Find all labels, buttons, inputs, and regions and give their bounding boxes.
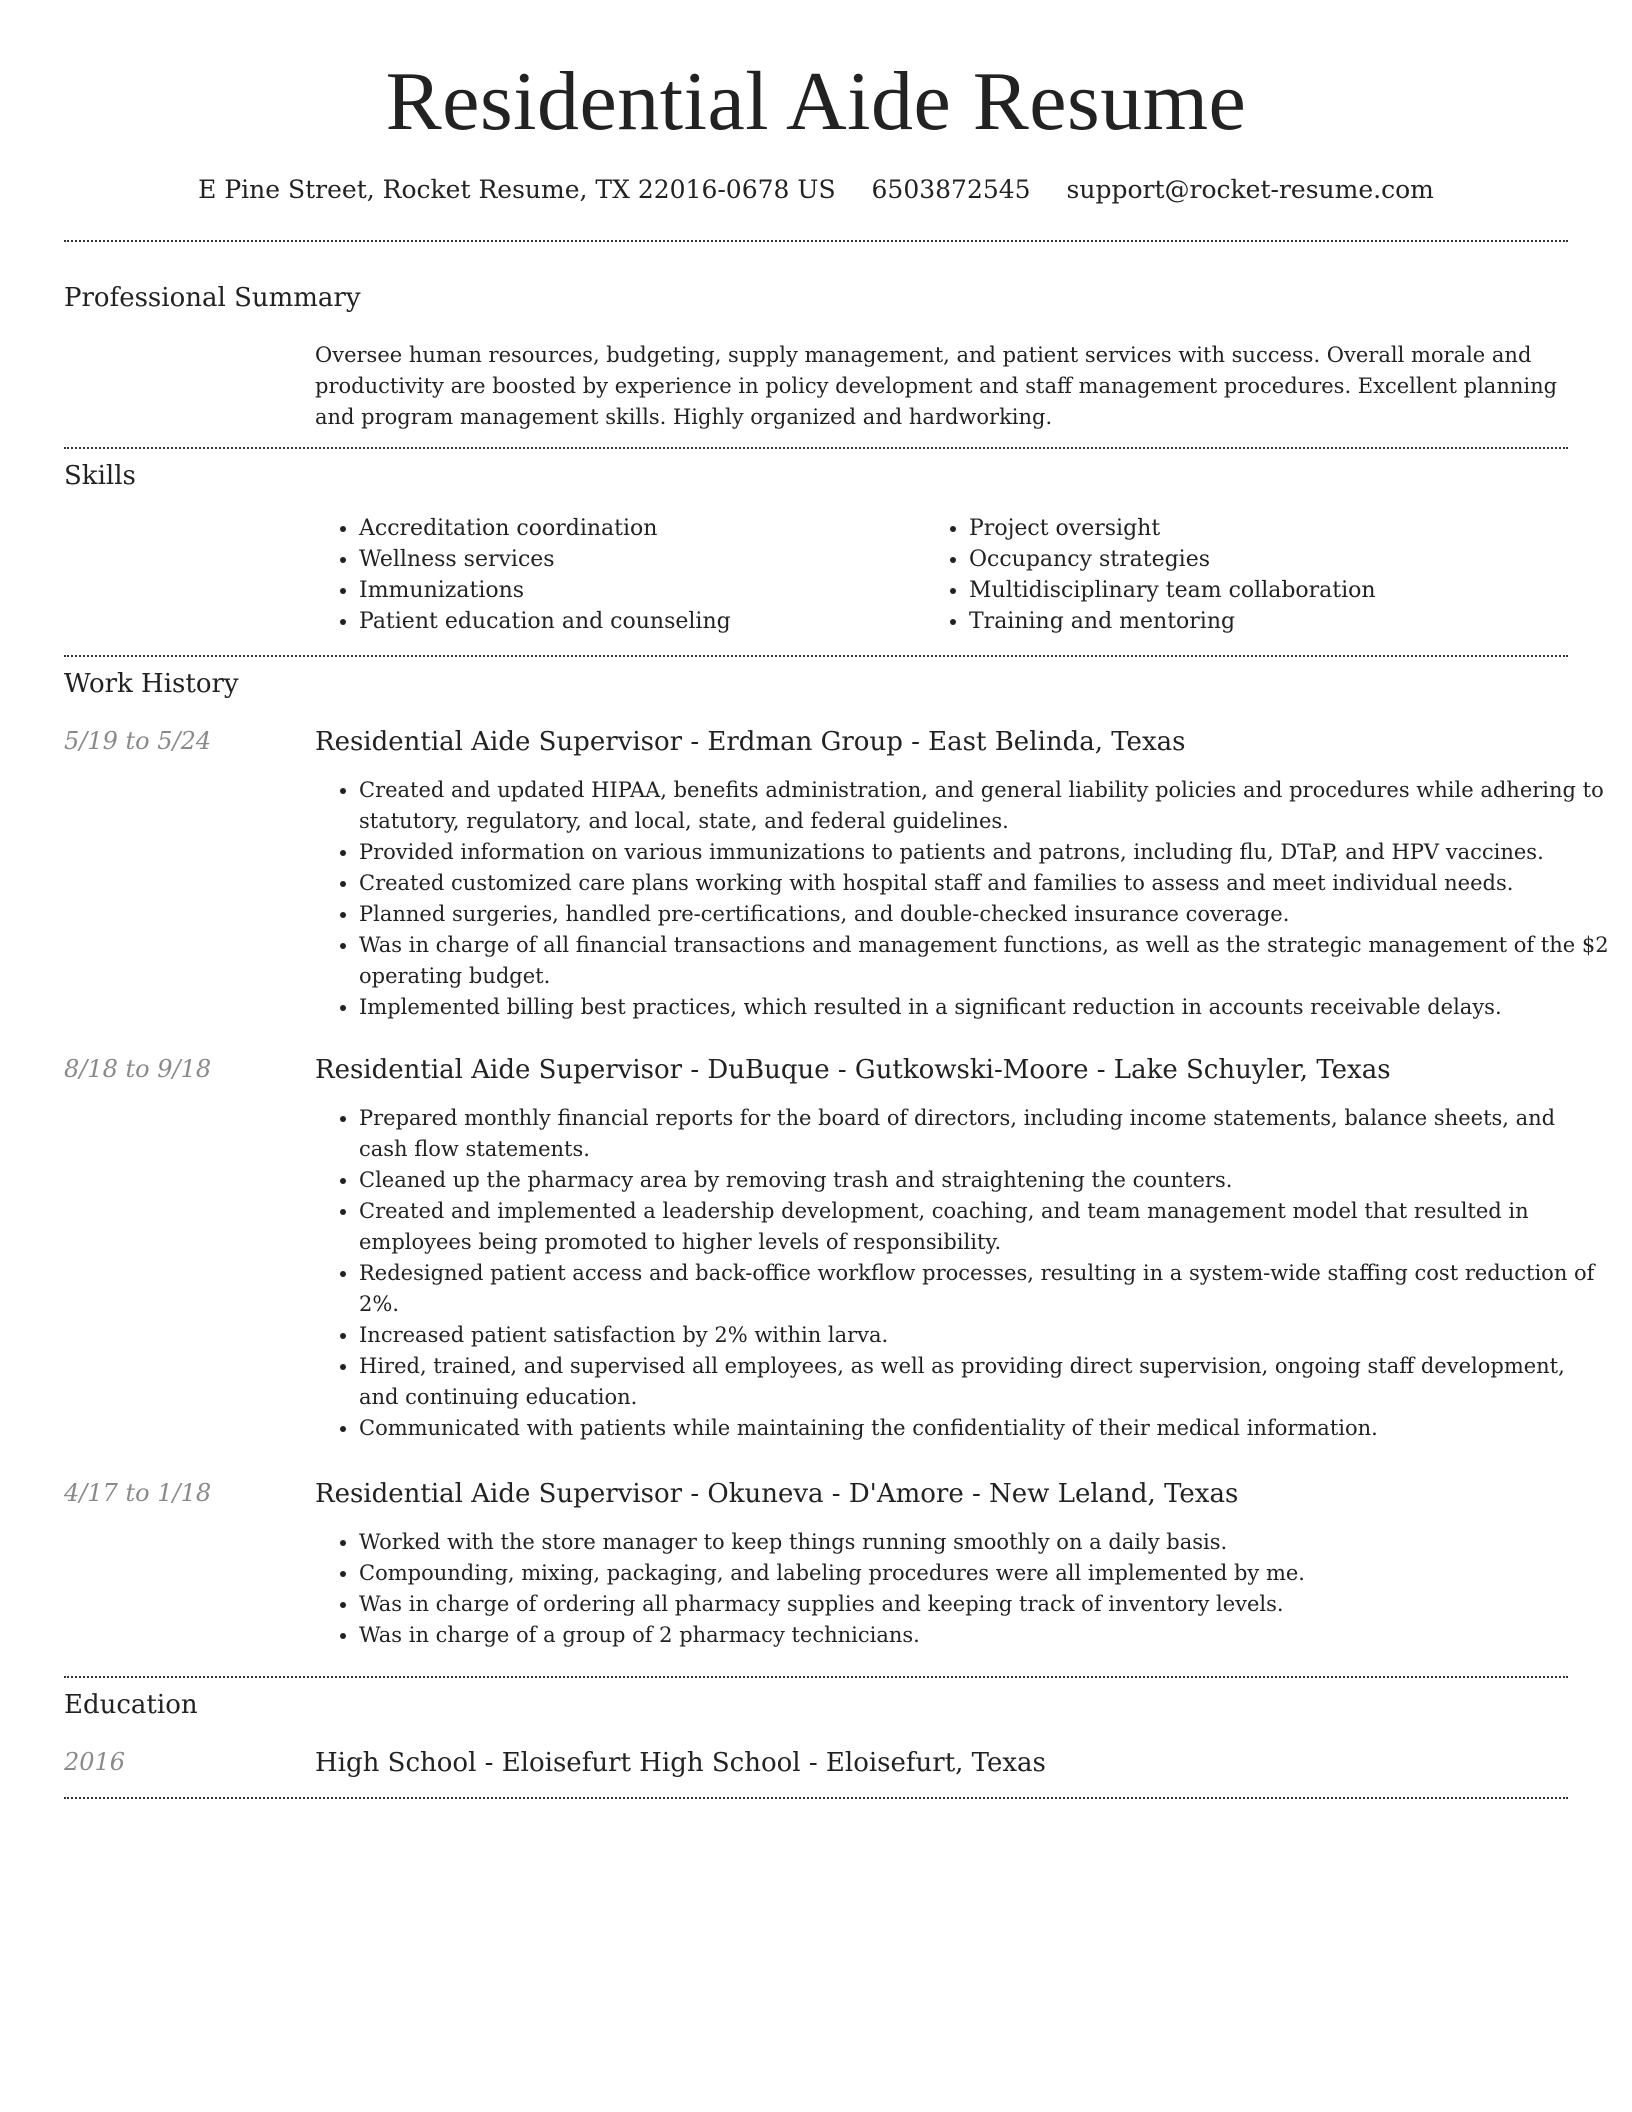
skill-item: • Wellness services [359, 544, 731, 575]
job-title: Residential Aide Supervisor - Okuneva - D'Amore - New Leland, Texas [315, 1479, 1239, 1509]
skill-item: • Patient education and counseling [359, 606, 731, 637]
education-entry: High School - Eloisefurt High School - Eloisefurt, Texas [315, 1748, 1046, 1778]
job-bullet: • Worked with the store manager to keep things running smoothly on a daily basis. [359, 1527, 1609, 1558]
job-bullet: • Created and updated HIPAA, benefits administration, and general liability policies and procedures while adhering to statutory, regulatory, and local, state, and federal guidelines. [359, 775, 1609, 837]
job-dates: 8/18 to 9/18 [64, 1055, 212, 1083]
job-bullet: • Created and implemented a leadership development, coaching, and team management model that resulted in employees being promoted to higher levels of responsibility. [359, 1196, 1609, 1258]
job-bullet: • Was in charge of a group of 2 pharmacy technicians. [359, 1620, 1609, 1651]
skill-item: • Immunizations [359, 575, 731, 606]
job-dates: 5/19 to 5/24 [64, 727, 212, 755]
job-bullets [315, 1103, 1609, 1444]
job-bullet: • Was in charge of all financial transactions and management functions, as well as the strategic management of the $2 operating budget. [359, 930, 1609, 992]
job-title: Residential Aide Supervisor - Erdman Group - East Belinda, Texas [315, 727, 1186, 757]
job-bullet: • Cleaned up the pharmacy area by removing trash and straightening the counters. [359, 1165, 1609, 1196]
skills-heading: Skills [64, 461, 136, 491]
summary-heading: Professional Summary [64, 283, 361, 313]
divider [64, 655, 1568, 657]
job-bullet: • Planned surgeries, handled pre-certifications, and double-checked insurance coverage. [359, 899, 1609, 930]
resume-name: Residential Aide Resume [385, 55, 1247, 148]
skill-item: • Project oversight [969, 513, 1376, 544]
job-bullet: • Compounding, mixing, packaging, and labeling procedures were all implemented by me. [359, 1558, 1609, 1589]
divider [64, 1676, 1568, 1678]
job-bullets [315, 775, 1609, 1023]
skill-item: • Occupancy strategies [969, 544, 1376, 575]
skills-list-left [315, 513, 731, 637]
divider [64, 240, 1568, 242]
work-history-heading: Work History [64, 669, 239, 699]
skill-item: • Multidisciplinary team collaboration [969, 575, 1376, 606]
job-bullets [315, 1527, 1609, 1651]
job-bullet: • Created customized care plans working with hospital staff and families to assess and meet individual needs. [359, 868, 1609, 899]
contact-email: support@rocket-resume.com [1066, 175, 1434, 204]
job-bullet: • Hired, trained, and supervised all employees, as well as providing direct supervision, ongoing staff development, and continuing education. [359, 1351, 1609, 1413]
divider [64, 447, 1568, 449]
education-heading: Education [64, 1690, 198, 1720]
job-dates: 4/17 to 1/18 [64, 1479, 212, 1507]
job-bullet: • Communicated with patients while maintaining the confidentiality of their medical information. [359, 1413, 1609, 1444]
summary-text: Oversee human resources, budgeting, supply management, and patient services with success. Overall morale and productivity are boosted by experience in policy development and staff management procedures. Excellent planning and program management skills. Highly organized and hardworking. [315, 343, 1558, 429]
job-bullet: • Increased patient satisfaction by 2% within larva. [359, 1320, 1609, 1351]
job-bullet: • Redesigned patient access and back-office workflow processes, resulting in a system-wide staffing cost reduction of 2%. [359, 1258, 1609, 1320]
contact-phone: 6503872545 [871, 175, 1031, 204]
contact-line [0, 170, 1632, 210]
job-bullet: • Provided information on various immunizations to patients and patrons, including flu, DTaP, and HPV vaccines. [359, 837, 1609, 868]
job-bullet: • Implemented billing best practices, which resulted in a significant reduction in accounts receivable delays. [359, 992, 1609, 1023]
skill-item: • Training and mentoring [969, 606, 1376, 637]
job-bullet: • Prepared monthly financial reports for the board of directors, including income statements, balance sheets, and cash flow statements. [359, 1103, 1609, 1165]
job-title: Residential Aide Supervisor - DuBuque - Gutkowski-Moore - Lake Schuyler, Texas [315, 1055, 1391, 1085]
job-bullet: • Was in charge of ordering all pharmacy supplies and keeping track of inventory levels. [359, 1589, 1609, 1620]
divider [64, 1797, 1568, 1799]
skill-item: • Accreditation coordination [359, 513, 731, 544]
skills-list-right [925, 513, 1376, 637]
education-year: 2016 [64, 1748, 126, 1776]
contact-address: E Pine Street, Rocket Resume, TX 22016-0678 US [198, 175, 836, 204]
